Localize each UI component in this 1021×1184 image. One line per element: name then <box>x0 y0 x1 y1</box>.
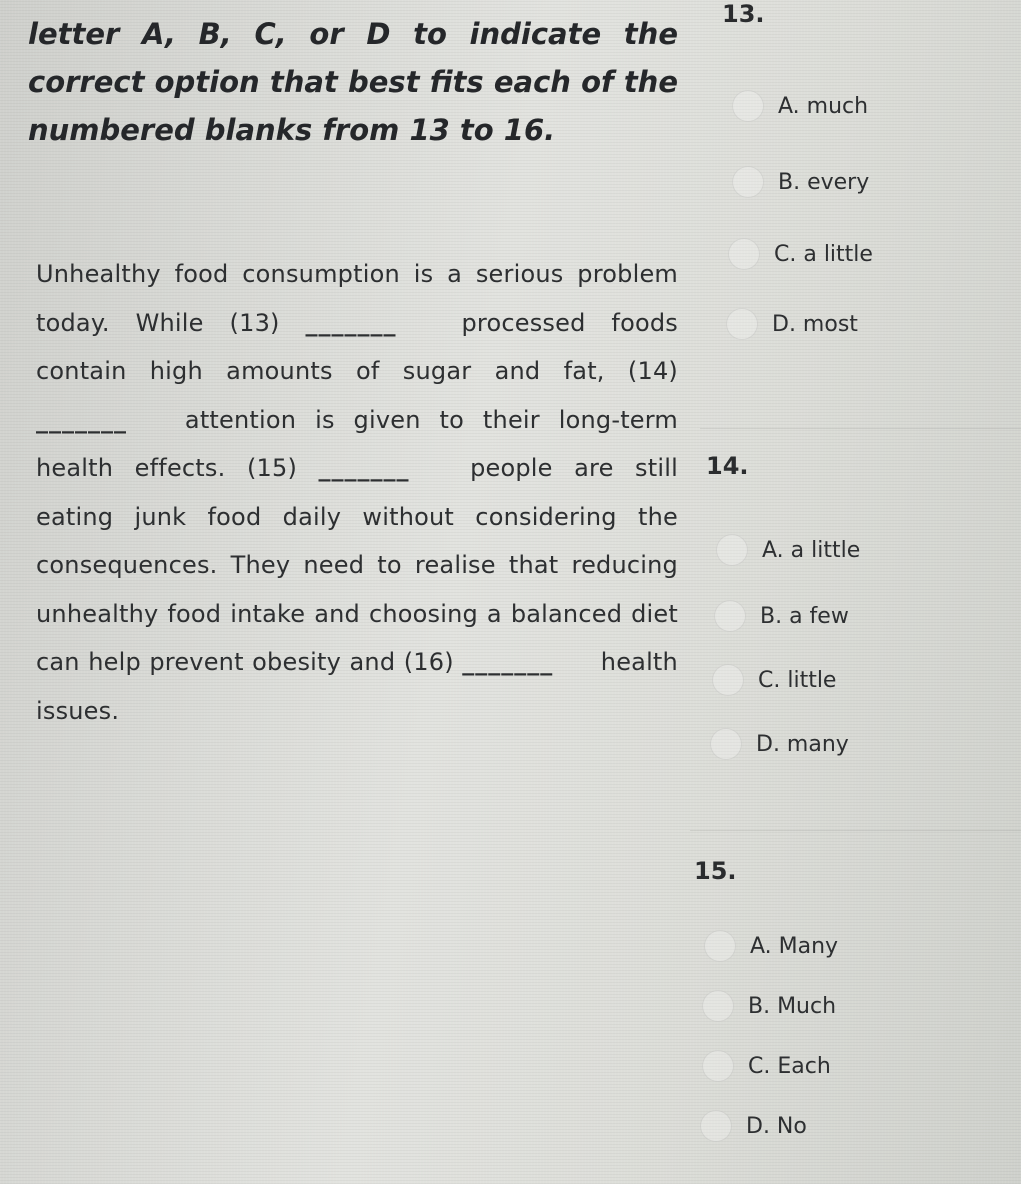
radio-icon[interactable] <box>704 930 736 962</box>
option-15-d[interactable] <box>700 1110 807 1142</box>
option-14-c[interactable] <box>712 664 836 696</box>
passage-part-3: attention is given to their long-term health effects. (15) <box>36 405 678 482</box>
option-15-c[interactable] <box>702 1050 831 1082</box>
option-13-a[interactable] <box>732 90 868 122</box>
question-number: 15. <box>694 857 737 885</box>
question-15 <box>694 857 737 885</box>
radio-icon[interactable] <box>732 166 764 198</box>
instructions-text: letter A, B, C, or D to indicate the correct option that best fits each of the numbered blanks from 13 to 16. <box>28 17 678 147</box>
blank-14: _______ <box>36 405 127 434</box>
option-label: A. Many <box>750 933 839 959</box>
option-label: D. most <box>772 311 858 337</box>
question-divider <box>690 830 1021 831</box>
blank-13: _______ <box>305 308 397 337</box>
radio-icon[interactable] <box>702 1050 734 1082</box>
option-label: B. Much <box>748 993 837 1019</box>
option-label: C. Each <box>748 1053 831 1079</box>
question-divider <box>700 428 1021 429</box>
option-13-c[interactable] <box>728 238 873 270</box>
blank-15: _______ <box>318 454 410 482</box>
option-label: D. many <box>756 731 849 757</box>
option-13-d[interactable] <box>726 308 858 340</box>
passage-part-1: Unhealthy food consumption is a serious problem today. While (13) <box>36 260 678 337</box>
radio-icon[interactable] <box>726 308 758 340</box>
option-14-a[interactable] <box>716 534 860 566</box>
option-label: D. No <box>746 1113 807 1139</box>
radio-icon[interactable] <box>702 990 734 1022</box>
option-14-b[interactable] <box>714 600 849 632</box>
option-14-d[interactable] <box>710 728 849 760</box>
option-13-b[interactable] <box>732 166 869 198</box>
radio-icon[interactable] <box>712 664 744 696</box>
passage-part-2: processed foods contain high amounts of sugar and fat, (14) <box>36 308 678 385</box>
option-label: B. a few <box>760 603 849 629</box>
reading-column <box>28 10 678 735</box>
passage-part-4: people are still eating junk food daily without considering the consequences. They need to realise that reducing unhealthy food intake and choosing a balanced diet can help prevent obesity and (16) <box>36 454 678 676</box>
option-15-b[interactable] <box>702 990 836 1022</box>
question-14 <box>706 452 749 480</box>
radio-icon[interactable] <box>716 534 748 566</box>
question-13 <box>722 0 765 28</box>
radio-icon[interactable] <box>714 600 746 632</box>
radio-icon[interactable] <box>732 90 764 122</box>
option-label: A. a little <box>762 537 861 563</box>
option-15-a[interactable] <box>704 930 838 962</box>
option-label: A. much <box>778 93 869 119</box>
option-label: C. little <box>758 667 837 693</box>
passage-text <box>28 250 678 735</box>
radio-icon[interactable] <box>700 1110 732 1142</box>
question-number: 14. <box>706 452 749 480</box>
blank-16: _______ <box>462 648 554 676</box>
question-number: 13. <box>722 0 765 28</box>
passage-part-5: health issues. <box>36 648 678 725</box>
radio-icon[interactable] <box>710 728 742 760</box>
option-label: B. every <box>778 169 870 195</box>
radio-icon[interactable] <box>728 238 760 270</box>
option-label: C. a little <box>774 241 873 267</box>
